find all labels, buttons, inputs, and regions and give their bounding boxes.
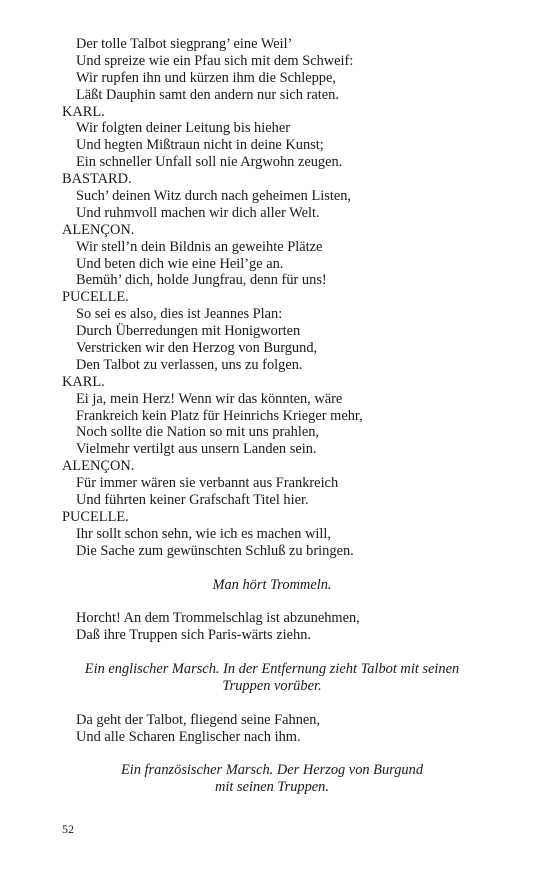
- verse-line: Verstricken wir den Herzog von Burgund,: [76, 340, 318, 357]
- verse-line: Und alle Scharen Englischer nach ihm.: [76, 728, 301, 745]
- verse-line: Wir folgten deiner Leitung bis hieher: [76, 120, 291, 137]
- verse-line: Und führten keiner Grafschaft Titel hier.: [76, 492, 309, 509]
- verse-line: Der tolle Talbot siegprang’ eine Weil’: [76, 36, 293, 52]
- blank-line: [62, 593, 482, 610]
- verse-line: Noch sollte die Nation so mit uns prahlen,: [76, 424, 320, 441]
- speaker-name: KARL.: [62, 103, 105, 120]
- speaker-name: PUCELLE.: [62, 289, 129, 306]
- text-page: [62, 36, 482, 796]
- stage-direction: Man hört Trommeln.: [212, 576, 332, 593]
- stage-direction-line: mit seinen Truppen.: [215, 779, 329, 796]
- blank-line: [62, 745, 482, 762]
- verse-line: Für immer wären sie verbannt aus Frankreich: [76, 475, 339, 492]
- blank-line: [62, 644, 482, 661]
- stage-direction: [62, 762, 482, 796]
- verse-line: Da geht der Talbot, fliegend seine Fahnen,: [76, 711, 321, 728]
- verse-line: Und beten dich wie eine Heil’ge an.: [76, 255, 284, 272]
- stage-direction: [62, 661, 482, 695]
- verse-line: Und spreize wie ein Pfau sich mit dem Schweif:: [76, 52, 354, 69]
- verse-line: Wir stell’n dein Bildnis an geweihte Plätze: [76, 238, 323, 255]
- verse-line: Den Talbot zu verlassen, uns zu folgen.: [76, 356, 303, 373]
- stage-direction-line: Truppen vorüber.: [222, 677, 322, 694]
- speaker-name: KARL.: [62, 373, 105, 390]
- verse-line: Bemüh’ dich, holde Jungfrau, denn für uns!: [76, 272, 327, 289]
- verse-line: Und ruhmvoll machen wir dich aller Welt.: [76, 204, 320, 221]
- verse-line: Such’ deinen Witz durch nach geheimen Listen,: [76, 188, 352, 205]
- verse-line: Wir rupfen ihn und kürzen ihm die Schleppe,: [76, 69, 336, 86]
- verse-line: Läßt Dauphin samt den andern nur sich raten.: [76, 86, 339, 103]
- verse-line: Durch Überredungen mit Honigworten: [76, 323, 301, 340]
- verse-line: Daß ihre Truppen sich Paris-wärts ziehn.: [76, 627, 312, 644]
- verse-line: Horcht! An dem Trommelschlag ist abzunehmen,: [76, 610, 360, 627]
- speaker-name: ALENÇON.: [62, 458, 135, 475]
- verse-line: Ihr sollt schon sehn, wie ich es machen will,: [76, 525, 331, 542]
- blank-line: [62, 695, 482, 712]
- verse-line: Vielmehr vertilgt aus unsern Landen sein.: [76, 441, 317, 458]
- verse-line: Ei ja, mein Herz! Wenn wir das könnten, wäre: [76, 390, 343, 407]
- blank-line: [62, 560, 482, 577]
- verse-line: Ein schneller Unfall soll nie Argwohn zeugen.: [76, 154, 343, 171]
- speaker-name: PUCELLE.: [62, 508, 129, 525]
- verse-line: Die Sache zum gewünschten Schluß zu bringen.: [76, 542, 354, 559]
- speaker-name: BASTARD.: [62, 171, 132, 188]
- stage-direction-line: Ein französischer Marsch. Der Herzog von Burgund: [120, 762, 424, 779]
- page-number: 52: [62, 822, 74, 836]
- verse-line: Und hegten Mißtraun nicht in deine Kunst;: [76, 137, 324, 154]
- verse-line: Frankreich kein Platz für Heinrichs Krieger mehr,: [76, 407, 363, 424]
- stage-direction-line: Ein englischer Marsch. In der Entfernung zieht Talbot mit seinen: [84, 660, 460, 677]
- speaker-name: ALENÇON.: [62, 221, 135, 238]
- verse-line: So sei es also, dies ist Jeannes Plan:: [76, 306, 283, 323]
